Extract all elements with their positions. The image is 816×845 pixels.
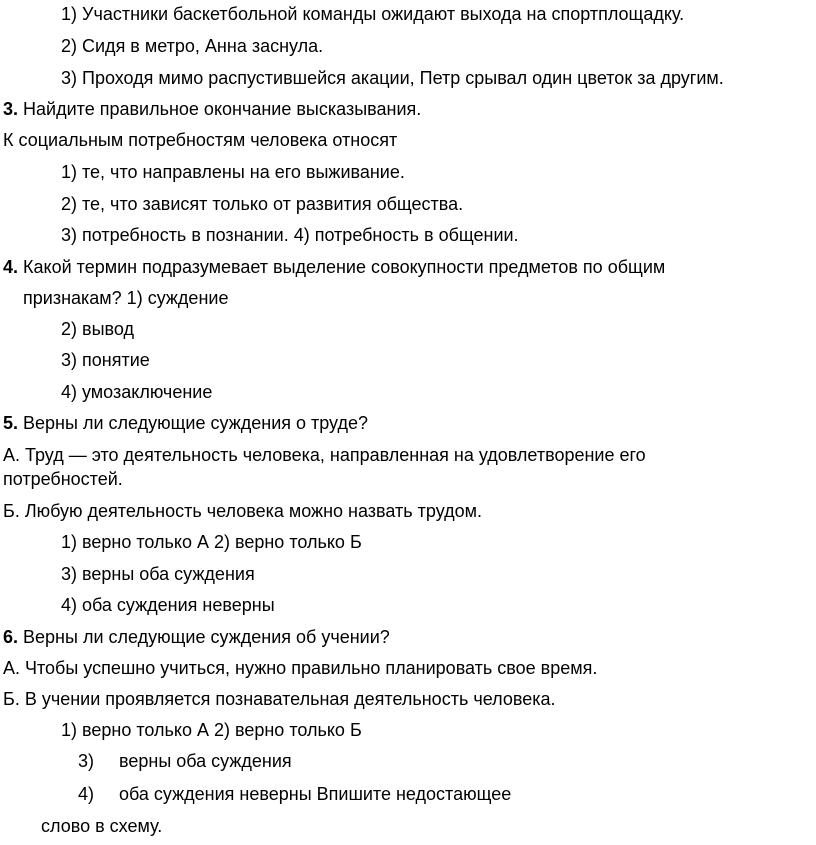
q3-stem: К социальным потребностям человека относят [3, 130, 398, 150]
q6-question [3, 626, 390, 648]
q4-text-line1: Какой термин подразумевает выделение совокупности предметов по общим [23, 257, 666, 277]
q2-option-2: 2) Сидя в метро, Анна заснула. [61, 36, 324, 56]
q5-option-3: 3) верны оба суждения [61, 564, 255, 584]
q6-option-1-2: 1) верно только А 2) верно только Б [61, 720, 362, 740]
q6-text: Верны ли следующие суждения об учении? [23, 627, 390, 647]
q5-statement-b: Б. Любую деятельность человека можно назвать трудом. [3, 501, 482, 521]
q5-number: 5. [3, 413, 19, 433]
q6-statement-a: А. Чтобы успешно учиться, нужно правильно планировать свое время. [3, 658, 598, 678]
q6-option-3-text: верны оба суждения [119, 751, 292, 771]
q4-number: 4. [3, 257, 19, 277]
q6-number: 6. [3, 627, 19, 647]
q3-option-1: 1) те, что направлены на его выживание. [61, 162, 405, 182]
q6-option-3 [78, 750, 292, 772]
q5-question [3, 412, 368, 434]
q4-text-line2: признакам? 1) суждение [23, 288, 229, 308]
q4-option-3: 3) понятие [61, 350, 150, 370]
q6-continuation: слово в схему. [41, 816, 163, 836]
q6-option-4-number: 4) [78, 784, 95, 804]
q5-text: Верны ли следующие суждения о труде? [23, 413, 368, 433]
q6-statement-b: Б. В учении проявляется познавательная деятельность человека. [3, 689, 556, 709]
q5-statement-a-line2: потребностей. [3, 469, 123, 489]
q3-option-3-4: 3) потребность в познании. 4) потребность в общении. [61, 225, 519, 245]
q3-option-2: 2) те, что зависят только от развития общества. [61, 194, 464, 214]
q3-number: 3. [3, 99, 19, 119]
q2-option-1: 1) Участники баскетбольной команды ожидают выхода на спортплощадку. [61, 4, 685, 24]
q5-option-1-2: 1) верно только А 2) верно только Б [61, 532, 362, 552]
q3-text: Найдите правильное окончание высказывания. [23, 99, 422, 119]
q6-option-4-text: оба суждения неверны Впишите недостающее [119, 784, 512, 804]
q3-question [3, 98, 421, 120]
q4-question [3, 256, 665, 278]
q2-option-3: 3) Проходя мимо распустившейся акации, Петр срывал один цветок за другим. [61, 68, 724, 88]
q5-option-4: 4) оба суждения неверны [61, 595, 275, 615]
q4-option-2: 2) вывод [61, 319, 134, 339]
q6-option-3-number: 3) [78, 751, 95, 771]
q4-option-4: 4) умозаключение [61, 382, 213, 402]
q6-option-4 [78, 783, 511, 805]
q5-statement-a-line1: А. Труд — это деятельность человека, направленная на удовлетворение его [3, 445, 646, 465]
